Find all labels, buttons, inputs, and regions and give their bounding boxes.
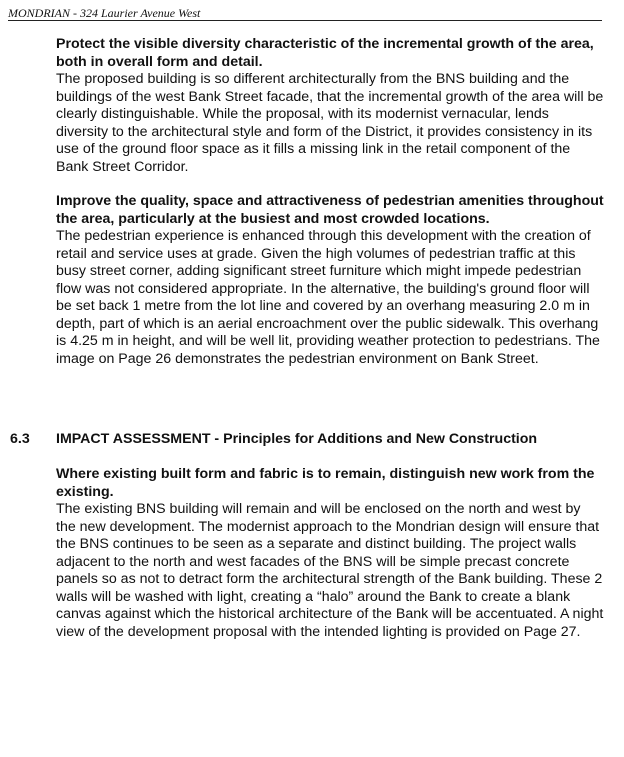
diversity-principle	[56, 36, 604, 176]
running-header	[8, 4, 602, 21]
diversity-heading: Protect the visible diversity characteristic of the incremental growth of the area, both in overall form and detail.	[56, 36, 594, 70]
pedestrian-paragraph: The pedestrian experience is enhanced through this development with the creation of retail and service uses at grade. Given the high volumes of pedestrian traffic at this busy street corner, adding significant street furniture which might impede pedestrian flow was not considered appropriate. In the alternative, the building's ground floor will be set back 1 metre from the lot line and covered by an overhang measuring 2.0 m in depth, part of which is an aerial encroachment over the public sidewalk. This overhang is 4.25 m in height, and will be well lit, providing weather protection to pedestrians. The image on Page 26 demonstrates the pedestrian environment on Bank Street.	[56, 228, 600, 367]
distinguish-heading: Where existing built form and fabric is to remain, distinguish new work from the existing.	[56, 466, 595, 500]
section-number: 6.3	[10, 431, 30, 447]
diversity-paragraph: The proposed building is so different architecturally from the BNS building and the buildings of the west Bank Street facade, that the incremental growth of the area will be clearly distinguishable. While the proposal, with its modernist vernacular, lends diversity to the architectural style and form of the District, it provides consistency in its use of the ground floor space as it fills a missing link in the retail component of the Bank Street Corridor.	[56, 71, 604, 175]
document-body	[0, 36, 624, 641]
distinguish-principle	[56, 466, 604, 641]
pedestrian-heading: Improve the quality, space and attractiveness of pedestrian amenities throughout the area, particularly at the busiest and most crowded locations.	[56, 193, 604, 227]
section-title: IMPACT ASSESSMENT - Principles for Additions and New Construction	[56, 431, 538, 447]
impact-section-heading	[0, 430, 624, 448]
pedestrian-principle	[56, 193, 604, 368]
distinguish-paragraph: The existing BNS building will remain and will be enclosed on the north and west by the new development. The modernist approach to the Mondrian design will ensure that the BNS continues to be seen as a separate and distinct building. The project walls adjacent to the north and west facades of the BNS will be simple precast concrete panels so as not to detract form the architectural strength of the Bank building. These 2 walls will be washed with light, creating a “halo” around the Bank to create a blank canvas against which the historical architecture of the Bank will be accentuated. A night view of the development proposal with the intended lighting is provided on Page 27.	[56, 501, 604, 640]
running-header-title: MONDRIAN - 324 Laurier Avenue West	[8, 6, 201, 20]
